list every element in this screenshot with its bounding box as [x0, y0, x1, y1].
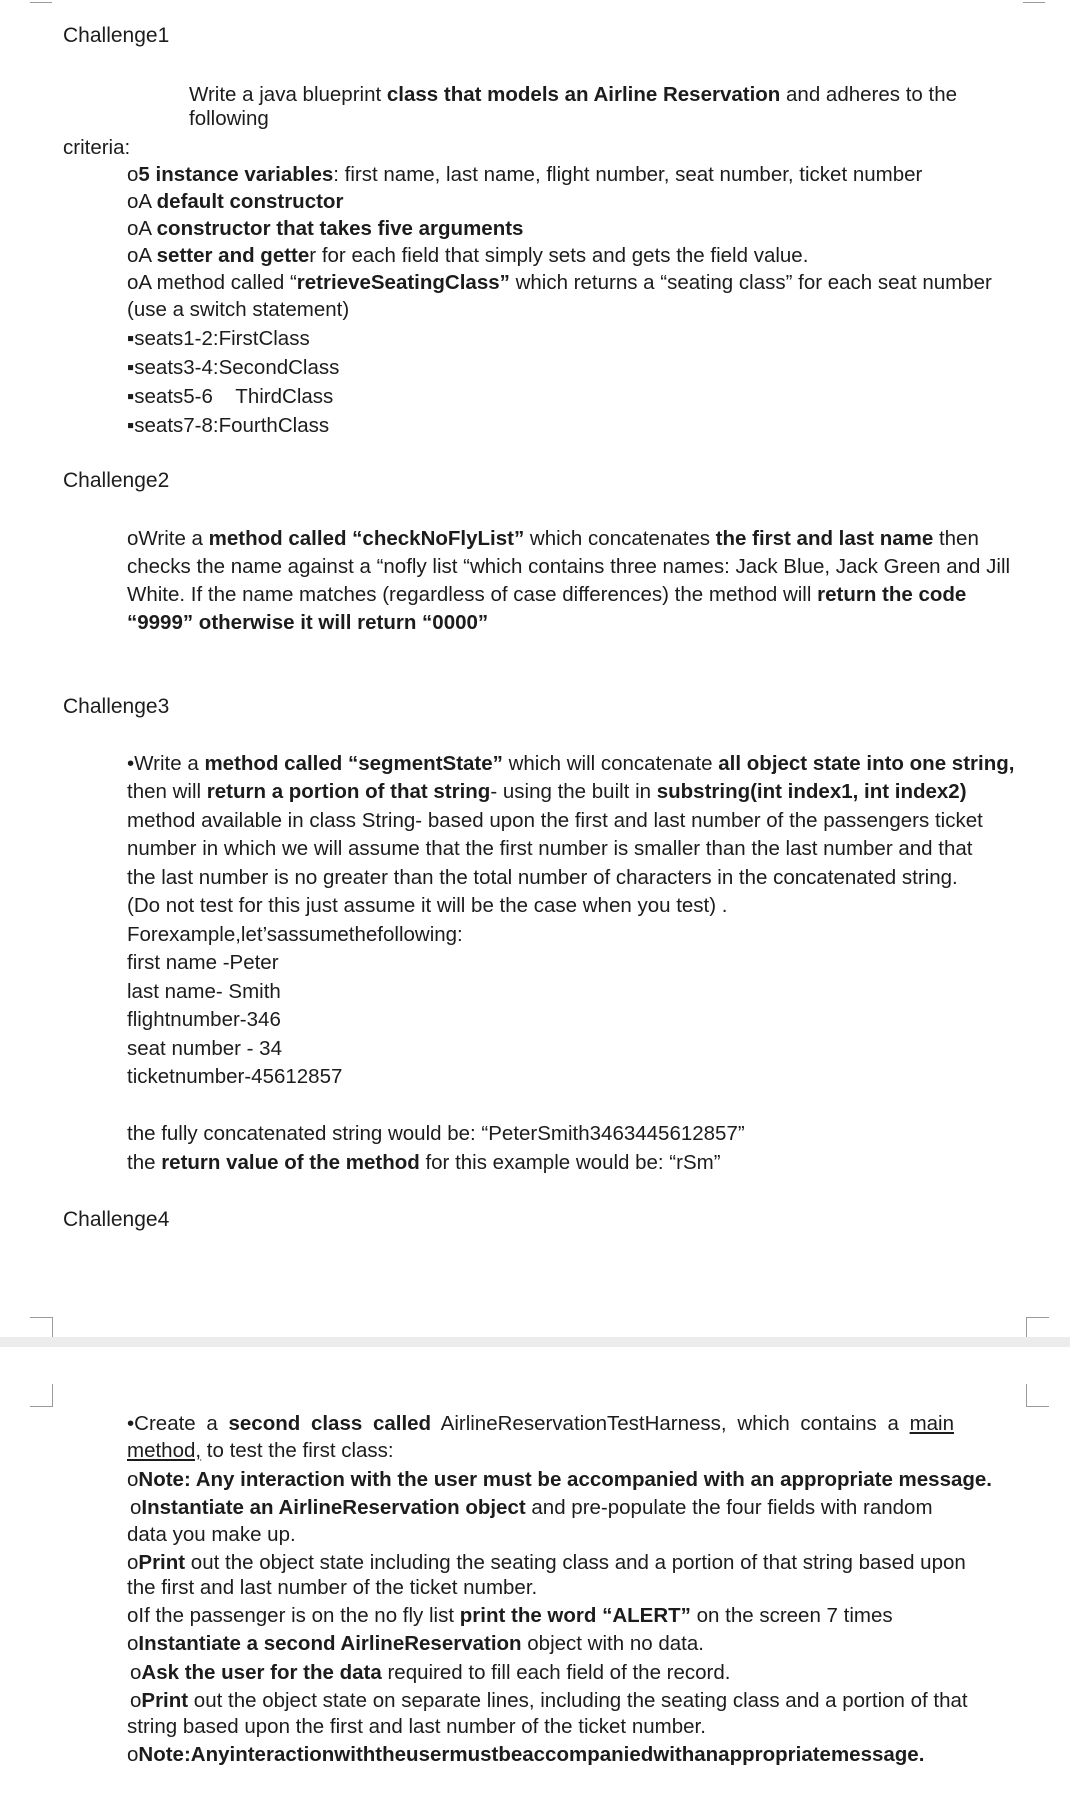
- challenge3-text: Forexample,let’sassumethefollowing:: [127, 923, 463, 946]
- seat-class-item: ▪seats7-8:FourthClass: [127, 414, 330, 437]
- challenge2-text: “9999” otherwise it will return “0000”: [127, 611, 489, 634]
- example-field: first name -Peter: [127, 951, 279, 974]
- challenge3-text: (Do not test for this just assume it will be the case when you test) .: [127, 894, 728, 917]
- requirement-item: oA default constructor: [127, 190, 344, 213]
- challenge3-text: then will return a portion of that string- using the built in substring(int index1, int index2): [127, 780, 967, 803]
- challenge4-text: method, to test the first class:: [127, 1439, 394, 1462]
- page-corner-mark: [30, 0, 52, 3]
- example-field: seat number - 34: [127, 1037, 282, 1060]
- seat-class-item: ▪seats3-4:SecondClass: [127, 356, 340, 379]
- challenge3-text: method available in class String- based upon the first and last number of the passengers ticket: [127, 809, 983, 832]
- challenge4-text: the first and last number of the ticket number.: [127, 1576, 538, 1599]
- example-field: last name- Smith: [127, 980, 281, 1003]
- challenge3-text: the fully concatenated string would be: “PeterSmith3463445612857”: [127, 1122, 745, 1145]
- challenge4-heading: Challenge4: [63, 1208, 170, 1231]
- requirement-item-continued: (use a switch statement): [127, 298, 350, 321]
- challenge2-text: oWrite a method called “checkNoFlyList” which concatenates the first and last name then: [127, 527, 979, 550]
- challenge4-text: oInstantiate a second AirlineReservation object with no data.: [127, 1632, 704, 1655]
- challenge4-text: oPrint out the object state including the seating class and a portion of that string based upon: [127, 1551, 966, 1574]
- challenge4-text: oInstantiate an AirlineReservation object and pre-populate the four fields with random: [130, 1496, 933, 1519]
- challenge3-heading: Challenge3: [63, 695, 170, 718]
- seat-class-item: ▪seats1-2:FirstClass: [127, 327, 310, 350]
- example-field: ticketnumber-45612857: [127, 1065, 343, 1088]
- challenge1-heading: Challenge1: [63, 24, 170, 47]
- requirement-item: oA constructor that takes five arguments: [127, 217, 524, 240]
- page-corner-mark: [1023, 0, 1045, 3]
- intro-line: Write a java blueprint class that models an Airline Reservation and adheres to the: [189, 83, 957, 106]
- requirement-item: o5 instance variables: first name, last name, flight number, seat number, ticket number: [127, 163, 923, 186]
- criteria-label: criteria:: [63, 136, 131, 159]
- challenge4-text: string based upon the first and last number of the ticket number.: [127, 1715, 706, 1738]
- challenge4-text: oIf the passenger is on the no fly list print the word “ALERT” on the screen 7 times: [127, 1604, 893, 1627]
- example-field: flightnumber-346: [127, 1008, 281, 1031]
- challenge4-text: oPrint out the object state on separate lines, including the seating class and a portion of that: [130, 1689, 968, 1712]
- challenge4-text: oAsk the user for the data required to fill each field of the record.: [130, 1661, 731, 1684]
- page-corner-mark: [1026, 1384, 1049, 1407]
- requirement-item: oA method called “retrieveSeatingClass” which returns a “seating class” for each seat number: [127, 271, 992, 294]
- challenge3-text: the return value of the method for this example would be: “rSm”: [127, 1151, 721, 1174]
- intro-line: following: [189, 107, 269, 130]
- challenge4-text: •Create a second class called AirlineReservationTestHarness, which contains a main: [127, 1412, 955, 1435]
- requirement-item: oA setter and getter for each field that simply sets and gets the field value.: [127, 244, 809, 267]
- challenge4-text: data you make up.: [127, 1523, 296, 1546]
- challenge4-text: oNote:Anyinteractionwiththeusermustbeaccompaniedwithanappropriatemessage.: [127, 1743, 925, 1766]
- challenge3-text: the last number is no greater than the total number of characters in the concatenated string.: [127, 866, 958, 889]
- challenge2-text: White. If the name matches (regardless of case differences) the method will return the code: [127, 583, 967, 606]
- challenge4-text: oNote: Any interaction with the user must be accompanied with an appropriate message.: [127, 1468, 992, 1491]
- page-corner-mark: [30, 1384, 53, 1407]
- challenge3-text: number in which we will assume that the first number is smaller than the last number and that: [127, 837, 973, 860]
- challenge2-text: checks the name against a “nofly list “which contains three names: Jack Blue, Jack Green and Jill: [127, 555, 1011, 578]
- page-break: [0, 1337, 1070, 1347]
- challenge3-text: •Write a method called “segmentState” which will concatenate all object state into one string,: [127, 752, 1015, 775]
- challenge2-heading: Challenge2: [63, 469, 170, 492]
- seat-class-item: ▪seats5-6 ThirdClass: [127, 385, 334, 408]
